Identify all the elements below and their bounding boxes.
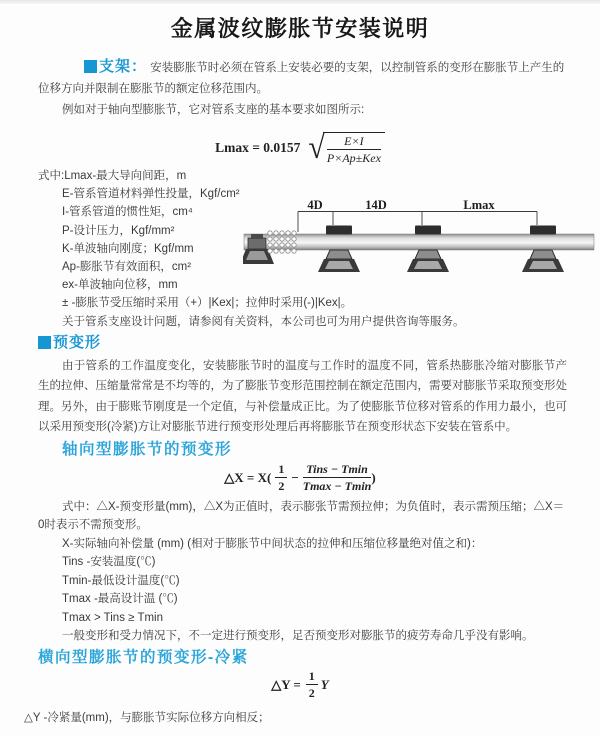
page-title: 金属波纹膨胀节安装说明 [170, 16, 430, 41]
definition-line: ± -膨胀节受压缩时采用（+）|Kex|；拉伸时采用(-)|Kex|。 [62, 297, 353, 310]
lmax-formula-lhs: Lmax = 0.0157 [215, 140, 301, 155]
pipe-support-diagram [243, 198, 595, 288]
definition-line: P-设计压力，Kgf/mm² [62, 224, 175, 237]
axial-formula-lhs: △X = X( [224, 469, 272, 485]
dim-label-14d: 14D [365, 198, 387, 212]
axial-explanation-block [0, 498, 600, 646]
radical-sign-icon: √ [308, 129, 325, 166]
definition-line: K-单波轴向刚度；Kgf/mm [62, 242, 194, 255]
lateral-formula-rhs: Y [320, 676, 329, 692]
axial-line: Tins -安装温度(℃) [62, 556, 156, 569]
lmax-formula-denominator: P×Ap±Kex [326, 150, 381, 165]
close-paren: ) [371, 469, 376, 485]
lmax-formula-radicand [323, 132, 385, 165]
axial-line: X-实际轴向补偿量 (mm) (相对于膨胀节中间状态的拉伸和压缩位移量绝对值之和)： [62, 537, 483, 550]
definition-line: 式中:Lmax-最大导向间距，m [38, 170, 187, 182]
lateral-subsection-header: 横向型膨胀节的预变形-冷紧 [38, 648, 249, 666]
predeform-paragraph: 由于管系的工作温度变化，安装膨胀节时的温度与工作时的温度不同，管系热膨胀冷缩对膨胀节产生的拉伸、压缩量常常是不均等的，为了膨胀节变形范围控制在额定范围内，需要对膨胀节采取预变形处理。另外，由于膨账节刚度是一个定值，与补偿量成正比。为了使膨胀节位移对管系的作用力最小，也可以采用预变形(冷紧)方让对膨胀节进行预变形处理后再将膨胀节在预变形状态下安装在管系中。 [38, 359, 567, 434]
definition-line: ex-单波轴向位移，mm [62, 279, 178, 292]
predeform-section-header [0, 333, 600, 353]
support-example-line: 例如对于轴向型膨胀节，它对管系支座的基本要求如图所示: [62, 104, 365, 116]
one-half-fraction: $\frac{1}{2}$ [306, 669, 318, 700]
lateral-note-line: △Y -冷紧量(mm)，与膨胀节实际位移方向相反； [24, 711, 270, 724]
support-section-title: 支架： [99, 58, 148, 75]
axial-subsection-header: 轴向型膨胀节的预变形 [62, 440, 233, 458]
axial-line: Tmin-最低设计温度(℃) [62, 574, 180, 587]
definition-line: Ap-膨胀节有效面积，cm² [62, 261, 192, 274]
support-intro-text: 安装膨胀节时必须在管系上安装必要的支架，以控制管系的变形在膨胀节上产生的位移方向并限制在膨胀节的额定位移范围内。 [38, 62, 565, 95]
lateral-formula-lhs: △Y = [271, 676, 301, 692]
dim-label-4d: 4D [307, 198, 323, 212]
pipe [244, 234, 594, 250]
one-half-fraction: $\frac{1}{2}$ [275, 462, 287, 493]
support-paragraph [0, 56, 600, 100]
axial-formula [0, 462, 600, 494]
axial-line: Tmax -最高设计温 (℃) [62, 593, 178, 606]
lmax-formula-numerator: E×I [327, 134, 381, 150]
section-marker-icon [38, 336, 51, 349]
axial-line: Tmax > Tins ≥ Tmin [62, 611, 163, 624]
definition-line: I-管系管道的惯性矩，cm⁴ [62, 206, 193, 219]
lateral-formula [0, 669, 600, 701]
minus-sign: − [291, 469, 299, 485]
axial-explain-line: 式中：△X-预变形量(mm)，△X为正值时，表示膨张节需预拉伸；为负值时，表示需预压缩；△X＝0时表示不需预变形。 [38, 500, 565, 532]
lmax-formula [0, 129, 600, 167]
definition-line: 关于管系支座设计问题，请参阅有关资料，本公司也可为用户提供咨询等服务。 [62, 315, 465, 328]
dim-label-lmax: Lmax [463, 198, 495, 212]
predeform-header-label: 预变形 [53, 333, 102, 351]
temperature-fraction: $\frac{\text{Tins − Tmin}}{Tmax - Tmin}$ [302, 462, 372, 494]
definition-line: E-管系管道材料弹性投量，Kgf/cm² [62, 188, 240, 201]
page-top-edge [0, 0, 600, 4]
axial-line: 一般变形和受力情况下，不一定进行预变形，足否预变形对膨胀节的疲劳寿命几乎没有影响。 [62, 630, 534, 643]
section-marker-icon [84, 60, 97, 73]
